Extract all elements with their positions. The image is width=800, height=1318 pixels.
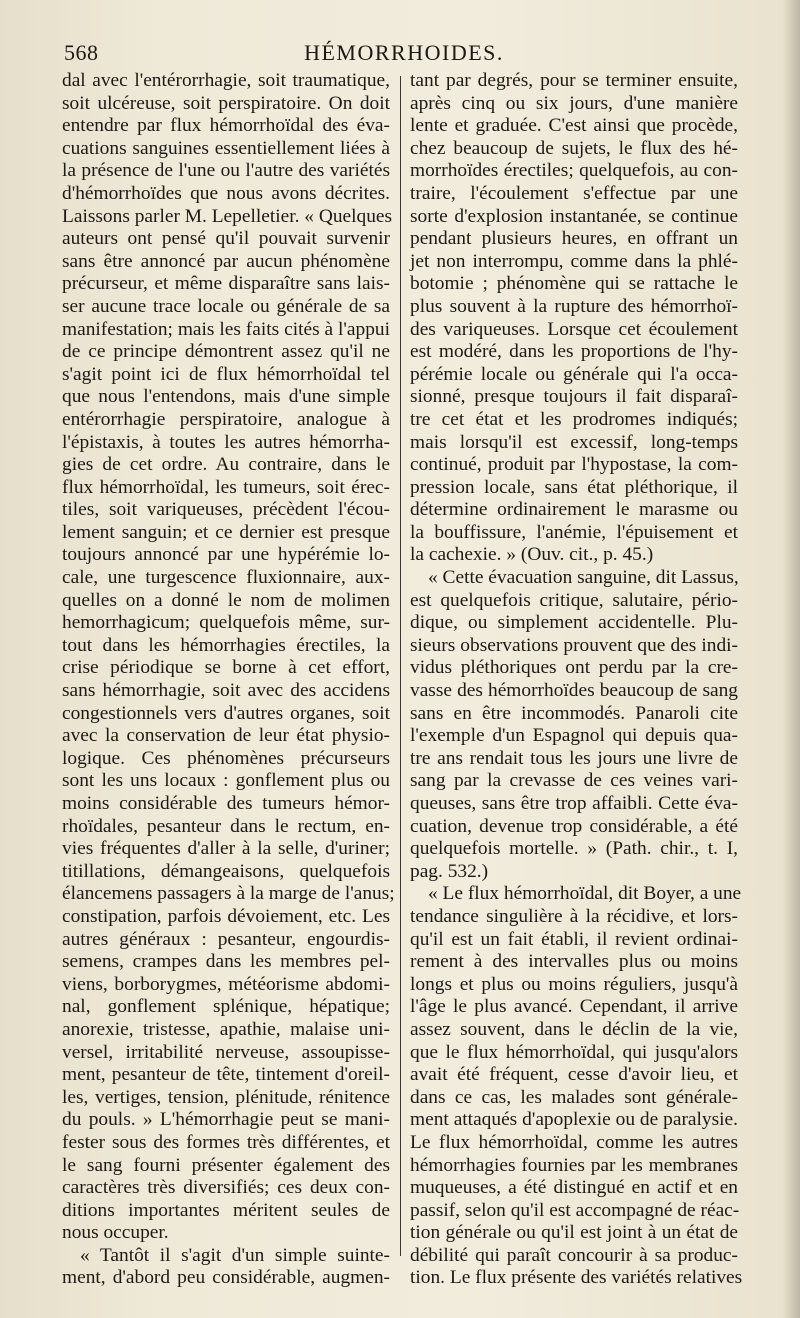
text-line: les, vertiges, tension, plénitude, rénitence: [62, 1086, 390, 1108]
text-line: s'agit point ici de flux hémorrhoïdal tel: [62, 363, 390, 385]
text-line: vidus pléthoriques ont perdu par la cre-: [410, 657, 738, 679]
text-line: sans hémorrhagie, soit avec des accidens: [62, 680, 390, 702]
text-line: flux hémorrhoïdal, les tumeurs, soit érec-: [62, 476, 390, 498]
text-line: sieurs observations prouvent que des indi-: [410, 634, 738, 656]
text-line: entendre par flux hémorrhoïdal des éva-: [62, 115, 390, 137]
text-line: de ce principe démontrent assez qu'il ne: [62, 341, 390, 363]
text-line: élancemens passagers à la marge de l'anus;: [62, 883, 395, 905]
text-line: rement à des intervalles plus ou moins: [410, 951, 738, 973]
text-line: vasse des hémorrhoïdes beaucoup de sang: [410, 680, 738, 702]
text-line: toujours annoncé par une hypérémie lo-: [62, 544, 390, 566]
text-line: « Le flux hémorrhoïdal, dit Boyer, a une: [428, 883, 742, 905]
text-line: que le flux hémorrhoïdal, qui jusqu'alors: [410, 1041, 738, 1063]
text-line: tre cet état et les prodromes indiqués;: [410, 408, 738, 430]
text-line: la bouffissure, l'anémie, l'épuisement et: [410, 521, 738, 543]
text-line: viens, borborygmes, météorisme abdomi-: [62, 973, 390, 995]
text-line: chez beaucoup de sujets, le flux des hé-: [410, 137, 738, 159]
text-line: d'hémorrhoïdes que nous avons décrites.: [62, 182, 390, 204]
text-line: cuation, devenue trop considérable, a été: [410, 815, 738, 837]
text-line: entérorrhagie perspiratoire, analogue à: [62, 408, 390, 430]
text-line: la cachexie. » (Ouv. cit., p. 45.): [410, 544, 654, 566]
text-line: mais lorsqu'il est excessif, long-temps: [410, 431, 738, 453]
text-line: tant par degrés, pour se terminer ensuite,: [410, 70, 738, 91]
text-line: hemorrhagicum; quelquefois même, sur-: [62, 612, 390, 634]
page-header: [64, 38, 744, 72]
text-line: précurseur, et même disparaître sans lais-: [62, 273, 390, 295]
text-line: cuations sanguines essentiellement liées à: [62, 137, 390, 159]
text-line: le sang fourni présenter également des: [62, 1154, 390, 1176]
text-line: quelquefois mortelle. » (Path. chir., t. I,: [410, 838, 738, 860]
text-line: pérémie locale ou générale qui l'a occa-: [410, 363, 738, 385]
text-line: hémorrhagies fournies par les membranes: [410, 1154, 738, 1176]
page-number: 568: [64, 40, 99, 65]
text-line: vies fréquentes d'aller à la selle, d'uriner;: [62, 838, 390, 860]
text-line: passif, selon qu'il est accompagné de réac-: [410, 1199, 740, 1221]
text-line: logique. Ces phénomènes précurseurs: [62, 747, 390, 769]
text-line: tre ans rendait tous les jours une livre de: [410, 747, 738, 769]
text-line: nal, gonflement splénique, hépatique;: [62, 996, 390, 1018]
text-line: nous occuper.: [62, 1222, 169, 1244]
text-line: après cinq ou six jours, d'une manière: [410, 92, 738, 114]
text-line: ditions importantes méritent seules de: [62, 1199, 390, 1221]
text-line: longs et plus ou moins réguliers, jusqu'à: [410, 973, 738, 995]
text-line: tiles, soit variqueuses, précèdent l'écou-: [62, 499, 390, 521]
right-text-column: [410, 70, 743, 1290]
text-line: constipation, parfois dévoiement, etc. Les: [62, 905, 390, 927]
text-line: Laissons parler M. Lepelletier. « Quelques: [62, 205, 393, 227]
text-line: dique, ou simplement accidentelle. Plu-: [410, 612, 738, 634]
left-text-column: [62, 70, 395, 1290]
text-line: Le flux hémorrhoïdal, comme les autres: [410, 1131, 738, 1153]
text-line: fester sous des formes très différentes, et: [62, 1131, 390, 1153]
running-title: HÉMORRHOIDES.: [304, 40, 504, 65]
text-line: gies de cet ordre. Au contraire, dans le: [62, 454, 390, 476]
text-line: pag. 532.): [410, 860, 489, 882]
text-line: détermine ordinairement le marasme ou: [410, 499, 738, 521]
text-line: soit ulcéreuse, soit perspiratoire. On doit: [62, 92, 390, 114]
text-line: est quelquefois critique, salutaire, pério-: [410, 589, 738, 611]
text-line: sorte d'explosion instantanée, se continue: [410, 205, 738, 227]
text-line: ser aucune trace locale ou générale de sa: [62, 295, 390, 317]
text-line: l'âge le plus avancé. Cependant, il arrive: [410, 996, 738, 1018]
text-line: que nous l'entendons, mais d'une simple: [62, 386, 390, 408]
text-line: botomie ; phénomène qui se rattache le: [410, 273, 738, 295]
text-line: tout dans les hémorrhagies érectiles, la: [62, 634, 390, 656]
text-line: manifestation; mais les faits cités à l'appui: [62, 318, 390, 340]
page-edge-shadow: [782, 0, 800, 1318]
text-line: du pouls. » L'hémorrhagie peut se mani-: [62, 1109, 390, 1131]
text-line: avait été fréquent, cesse d'avoir lieu, et: [410, 1064, 738, 1086]
text-line: dal avec l'entérorrhagie, soit traumatique,: [62, 70, 390, 91]
text-line: l'épistaxis, à toutes les autres hémorrha-: [62, 431, 390, 453]
text-line: morrhoïdes érectiles; quelquefois, au con-: [410, 160, 738, 182]
text-line: continué, produit par l'hypostase, la com-: [410, 454, 738, 476]
text-line: sans être annoncé par aucun phénomène: [62, 250, 390, 272]
text-line: moins considérable des tumeurs hémor-: [62, 793, 390, 814]
text-line: quelles on a donné le nom de molimen: [62, 589, 390, 611]
text-line: ment, d'abord peu considérable, augmen-: [62, 1267, 390, 1289]
text-line: assez souvent, dans le déclin de la vie,: [410, 1018, 738, 1040]
text-line: auteurs ont pensé qu'il pouvait survenir: [62, 228, 390, 250]
text-line: la présence de l'une ou l'autre des variétés: [62, 160, 390, 182]
text-line: titillations, démangeaisons, quelquefois: [62, 860, 390, 882]
text-line: sont les uns locaux : gonflement plus ou: [62, 770, 390, 792]
text-line: cale, une turgescence fluxionnaire, aux-: [62, 567, 390, 589]
text-line: ment attaqués d'apoplexie ou de paralysie.: [410, 1109, 738, 1131]
text-line: caractères très diversifiés; ces deux con-: [62, 1177, 390, 1199]
text-line: tion générale ou qu'il est joint à un état de: [410, 1222, 738, 1244]
text-line: sionné, presque toujours il fait disparaî-: [410, 386, 738, 408]
text-line: l'exemple d'un Espagnol qui depuis qua-: [410, 725, 738, 747]
text-line: pression locale, sans état pléthorique, il: [410, 476, 738, 498]
text-line: ment, pesanteur de tête, tintement d'oreil-: [62, 1064, 390, 1086]
text-line: dans ce cas, les malades sont générale-: [410, 1086, 738, 1108]
text-line: crise périodique se borne à cet effort,: [62, 657, 390, 679]
column-divider: [400, 76, 401, 1256]
text-line: autres généraux : pesanteur, engourdis-: [62, 928, 390, 950]
text-line: muqueuses, a été distingué en actif et en: [410, 1177, 738, 1199]
text-line: traire, l'écoulement s'effectue par une: [410, 182, 738, 204]
text-line: jet non interrompu, comme dans la phlé-: [410, 250, 738, 272]
text-line: rhoïdales, pesanteur dans le rectum, en-: [62, 815, 390, 837]
text-line: est modéré, dans les proportions de l'hy-: [410, 341, 738, 363]
text-line: des variqueuses. Lorsque cet écoulement: [410, 318, 738, 340]
text-line: « Cette évacuation sanguine, dit Lassus,: [428, 567, 739, 589]
text-line: plus souvent à la rupture des hémorrhoï-: [410, 295, 738, 317]
text-line: tendance singulière à la récidive, et lors-: [410, 905, 738, 927]
text-line: versel, irritabilité nerveuse, assoupisse-: [62, 1041, 390, 1063]
text-line: congestionnels vers d'autres organes, soit: [62, 702, 390, 724]
text-line: débilité qui paraît concourir à sa produc-: [410, 1244, 738, 1266]
text-line: lente et graduée. C'est ainsi que procède,: [410, 115, 738, 137]
text-line: tion. Le flux présente des variétés relatives: [410, 1267, 743, 1289]
text-line: sang par la crevasse de ces veines vari-: [410, 770, 738, 792]
text-line: pendant plusieurs heures, en offrant un: [410, 228, 738, 250]
text-line: « Tantôt il s'agit d'un simple suinte-: [80, 1244, 390, 1266]
text-line: semens, crampes dans les membres pel-: [62, 951, 390, 973]
text-line: sans en être incommodés. Panaroli cite: [410, 702, 738, 724]
text-line: anorexie, tristesse, apathie, malaise uni-: [62, 1018, 390, 1040]
text-line: queuses, sans être trop affaibli. Cette éva-: [410, 793, 738, 814]
text-line: avec la conservation de leur état physio-: [62, 725, 390, 747]
text-line: lement sanguin; et ce dernier est presque: [62, 521, 390, 543]
text-line: qu'il est un fait établi, il revient ordinai-: [410, 928, 738, 950]
